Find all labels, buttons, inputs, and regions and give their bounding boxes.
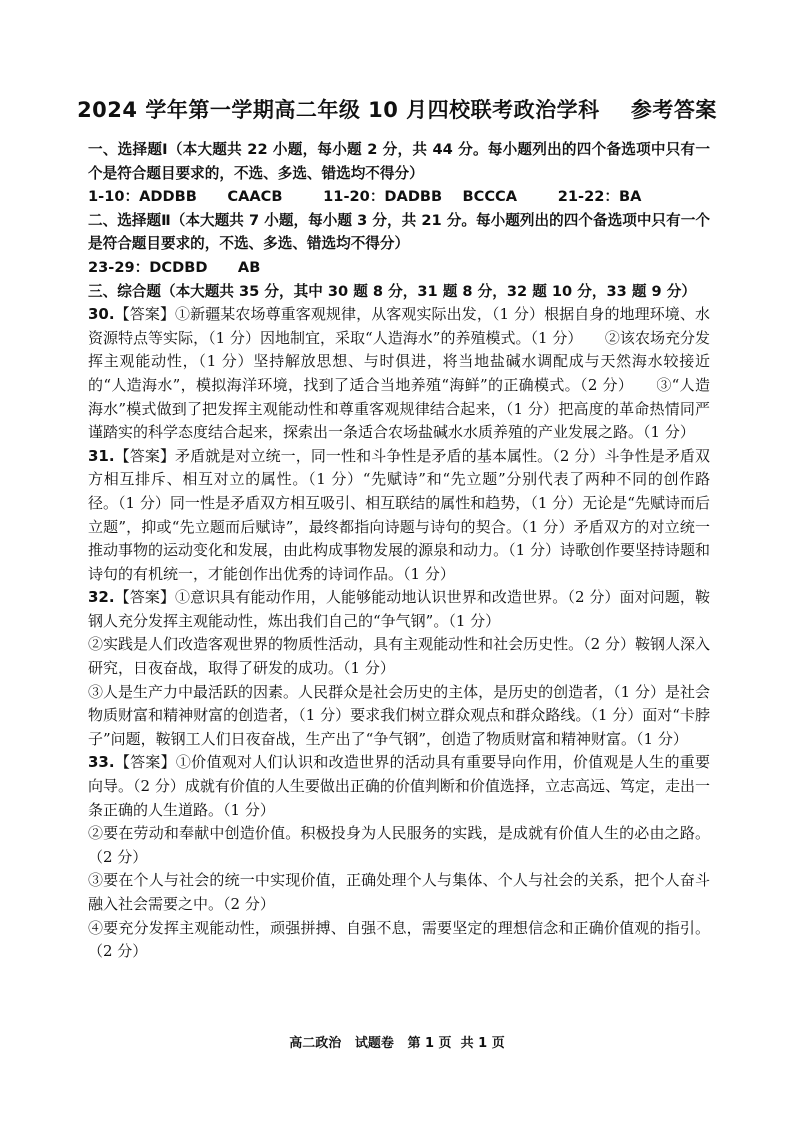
q33-number: 33.: [88, 753, 115, 772]
section3-heading: 三、综合题（本大题共 35 分，其中 30 题 8 分，31 题 8 分，32 题 10 分，33 题 9 分）: [88, 282, 696, 300]
q33-point-1: 【答案】①价值观对人们认识和改造世界的活动具有重要导向作用，价值观是人生的重要向导。（2 分）成就有价值的人生要做出正确的价值判断和价值选择，立志高远、笃定，走出一条正确的人生道路。（1 分）: [88, 753, 710, 819]
q33-point-4: ④要充分发挥主观能动性，顽强拼搏、自强不息，需要坚定的理想信念和正确价值观的指引。（2 分）: [88, 918, 710, 961]
q32-point-1: 【答案】①意识具有能动作用，人能够能动地认识世界和改造世界。（2 分）面对问题，鞍钢人充分发挥主观能动性，炼出我们自己的“争气钢”。（1 分）: [88, 588, 710, 630]
q33-point-2: ②要在劳动和奉献中创造价值。积极投身为人民服务的实践，是成就有价值人生的必由之路。（2 分）: [88, 824, 710, 866]
q32-number: 32.: [88, 588, 115, 607]
q31-answer: [88, 445, 710, 587]
q30-number: 30.: [88, 305, 115, 324]
answer-body: [88, 138, 710, 964]
page-title: 2024 学年第一学期高二年级 10 月四校联考政治学科 参考答案: [77, 98, 717, 122]
section2-answers: 23-29：DCDBD AB: [88, 258, 261, 276]
q30-text: 【答案】①新疆某农场尊重客观规律，从客观实际出发，（1 分）根据自身的地理环境、水资源特点等实际，（1 分）因地制宜，采取“人造海水”的养殖模式。（1 分） ②该农场充分发挥主观能动性，（1 分）坚持解放思想、与时俱进，将当地盐碱水调配成与天然海水较接近的“人造海水”，模拟海洋环境，找到了适合当地养殖“海鲜”的正确模式。（2 分） ③“人造海水”模式做到了把发挥主观能动性和尊重客观规律结合起来，（1 分）把高度的革命热情同严谨踏实的科学态度结合起来，探索出一条适合农场盐碱水水质养殖的产业发展之路。（1 分）: [88, 305, 710, 442]
q32-answer: [88, 586, 710, 633]
page-footer: 高二政治 试题卷 第 1 页 共 1 页: [289, 1036, 505, 1051]
q33-point-3: ③要在个人与社会的统一中实现价值，正确处理个人与集体、个人与社会的关系，把个人奋斗融入社会需要之中。（2 分）: [88, 871, 710, 913]
q33-answer: [88, 751, 710, 822]
section2-heading: 二、选择题Ⅱ（本大题共 7 小题，每小题 3 分，共 21 分。每小题列出的四个备选项中只有一个是符合题目要求的，不选、多选、错选均不得分）: [88, 211, 710, 253]
q30-answer: [88, 303, 710, 445]
q32-point-2: ②实践是人们改造客观世界的物质性活动，具有主观能动性和社会历史性。（2 分）鞍钢人深入研究，日夜奋战，取得了研发的成功。（1 分）: [88, 635, 710, 678]
section1-answers: 1-10：ADDBB CAACB 11-20：DADBB BCCCA 21-22：BA: [88, 188, 642, 206]
q32-point-3: ③人是生产力中最活跃的因素。人民群众是社会历史的主体，是历史的创造者，（1 分）是社会物质财富和精神财富的创造者，（1 分）要求我们树立群众观点和群众路线。（1 分）面对“卡脖子”问题，鞍钢工人们日夜奋战，生产出了“争气钢”，创造了物质财富和精神财富。（1 分）: [88, 682, 710, 748]
q31-number: 31.: [88, 446, 115, 465]
section1-heading: 一、选择题Ⅰ（本大题共 22 小题，每小题 2 分，共 44 分。每小题列出的四个备选项中只有一个是符合题目要求的，不选、多选、错选均不得分）: [88, 141, 710, 182]
q31-text: 【答案】矛盾就是对立统一，同一性和斗争性是矛盾的基本属性。（2 分）斗争性是矛盾双方相互排斥、相互对立的属性。（1 分）“先赋诗”和“先立题”分别代表了两种不同的创作路径。（1 分）同一性是矛盾双方相互吸引、相互联结的属性和趋势，（1 分）无论是“先赋诗而后立题”，抑或“先立题而后赋诗”，最终都指向诗题与诗句的契合。（1 分）矛盾双方的对立统一推动事物的运动变化和发展，由此构成事物发展的源泉和动力。（1 分）诗歌创作要坚持诗题和诗句的有机统一，才能创作出优秀的诗词作品。（1 分）: [88, 446, 710, 583]
